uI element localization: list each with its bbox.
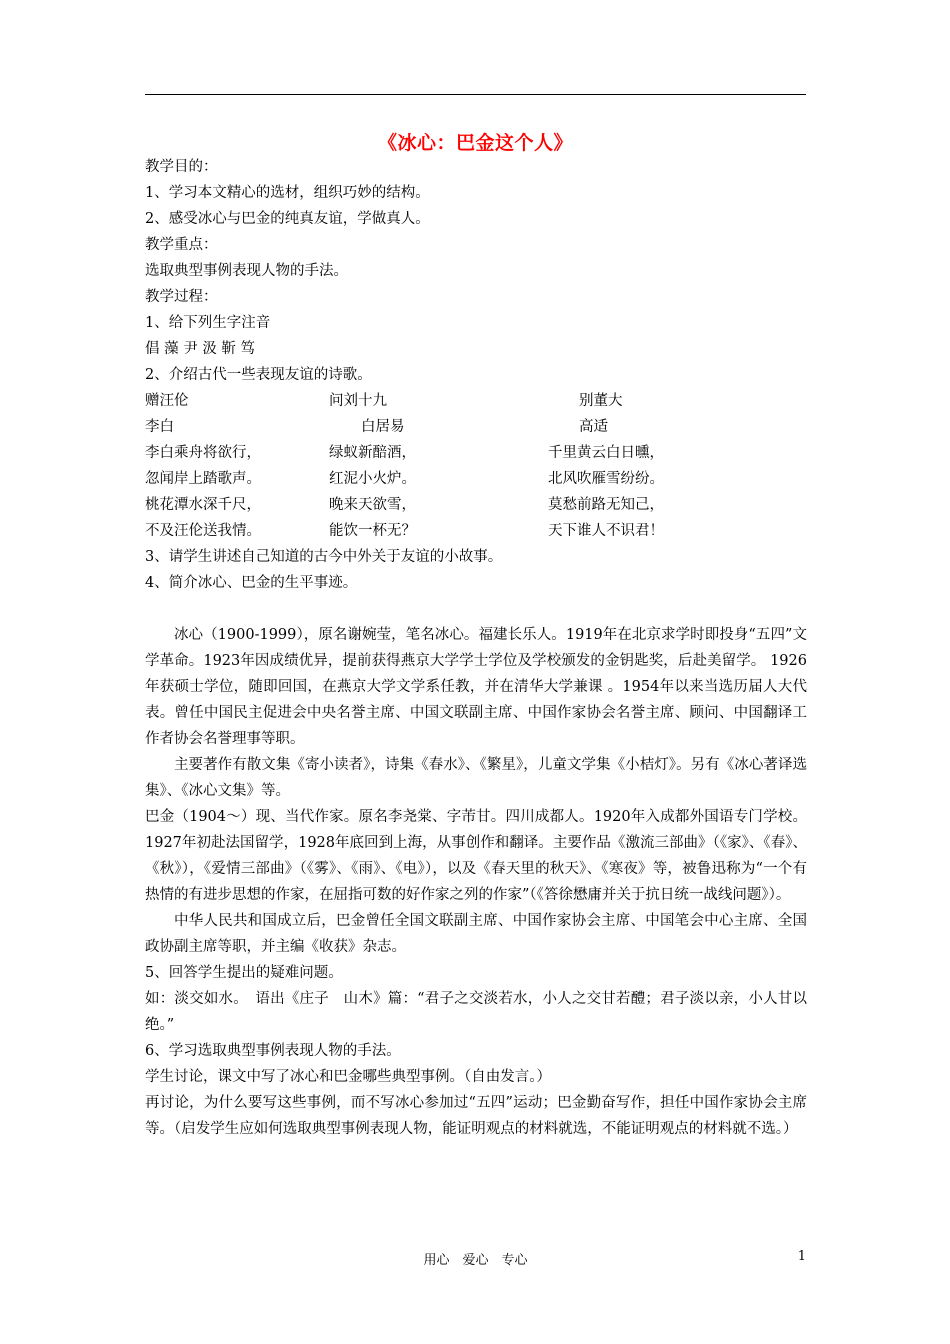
text-line: 2、感受冰心与巴金的纯真友谊，学做真人。 — [145, 211, 430, 227]
poem-row — [145, 518, 807, 544]
bajin-posts-paragraph: 中华人民共和国成立后，巴金曾任全国文联副主席、中国作家协会主席、中国笔会中心主席、全国政协副主席等职，并主编《收获》杂志。 — [145, 913, 807, 955]
text-line: 4、简介冰心、巴金的生平事迹。 — [145, 575, 358, 591]
poem-row — [145, 492, 807, 518]
poem-line: 千里黄云白日曛， — [548, 445, 664, 461]
page-footer — [145, 1249, 806, 1268]
poem-title: 问刘十九 — [329, 393, 387, 409]
poem-author: 李白 — [145, 419, 174, 435]
poem-author: 高适 — [579, 419, 608, 435]
poem-line: 忽闻岸上踏歌声。 — [145, 471, 261, 487]
text-line: 5、回答学生提出的疑难问题。 — [145, 965, 343, 981]
text-line: 6、学习选取典型事例表现人物的手法。 — [145, 1043, 401, 1059]
poem-line: 晚来天欲雪， — [329, 497, 416, 513]
text-paragraph: 再讨论，为什么要写这些事例，而不写冰心参加过“五四”运动；巴金勤奋写作，担任中国作家协会主席等。（启发学生应如何选取典型事例表现人物，能证明观点的材料就选，不能证明观点的材料就不选。） — [145, 1095, 807, 1137]
text-line: 2、介绍古代一些表现友谊的诗歌。 — [145, 367, 372, 383]
document-body — [145, 154, 807, 1142]
section-heading: 教学过程： — [145, 289, 218, 305]
poem-title: 别董大 — [579, 393, 623, 409]
poem-titles — [145, 388, 807, 414]
poem-line: 莫愁前路无知己， — [548, 497, 664, 513]
poem-line: 李白乘舟将欲行， — [145, 445, 261, 461]
page-number: 1 — [797, 1249, 806, 1264]
poem-line: 桃花潭水深千尺， — [145, 497, 261, 513]
bio-bajin-paragraph: 巴金（1904～）现、当代作家。原名李尧棠、字芾甘。四川成都人。1920年入成都外国语专门学校。1927年初赴法国留学，1928年底回到上海，从事创作和翻译。主要作品《激流三部曲》（《家》、《春》、《秋》），《爱情三部曲》（《雾》、《雨》、《电》），以及《春天里的秋天》、《寒夜》等，被鲁迅称为“一个有热情的有进步思想的作家，在屈指可数的好作家之列的作家”（《答徐懋庸并关于抗日统一战线问题》）。 — [145, 809, 807, 903]
text-paragraph: 如：淡交如水。 语出《庄子 山木》篇：“君子之交淡若水，小人之交甘若醴；君子淡以亲，小人甘以绝。” — [145, 991, 807, 1033]
text-line: 3、请学生讲述自己知道的古今中外关于友谊的小故事。 — [145, 549, 503, 565]
poem-author: 白居易 — [361, 419, 405, 435]
characters-line: 倡 藻 尹 汲 靳 笃 — [145, 341, 256, 357]
text-line: 1、学习本文精心的选材，组织巧妙的结构。 — [145, 185, 430, 201]
poem-row — [145, 466, 807, 492]
poem-title: 赠汪伦 — [145, 393, 189, 409]
footer-motto: 用心 爱心 专心 — [423, 1253, 528, 1268]
document-title: 《冰心：巴金这个人》 — [377, 132, 573, 154]
section-heading: 教学重点： — [145, 237, 218, 253]
poem-line: 能饮一杯无？ — [329, 523, 416, 539]
header-rule — [145, 94, 806, 95]
text-line: 学生讨论，课文中写了冰心和巴金哪些典型事例。（自由发言。） — [145, 1069, 551, 1085]
poem-line: 北风吹雁雪纷纷。 — [548, 471, 664, 487]
text-line: 选取典型事例表现人物的手法。 — [145, 263, 348, 279]
poem-line: 天下谁人不识君！ — [548, 523, 664, 539]
poem-line: 不及汪伦送我情。 — [145, 523, 261, 539]
poem-line: 绿蚁新醅酒， — [329, 445, 416, 461]
bingxin-works-paragraph: 主要著作有散文集《寄小读者》，诗集《春水》、《繁星》，儿童文学集《小桔灯》。另有《冰心著译选集》、《冰心文集》等。 — [145, 757, 807, 799]
poem-line: 红泥小火炉。 — [329, 471, 416, 487]
blank-line — [145, 596, 807, 622]
poem-row — [145, 440, 807, 466]
text-line: 1、给下列生字注音 — [145, 315, 271, 331]
section-heading: 教学目的： — [145, 159, 218, 175]
poem-authors — [145, 414, 807, 440]
bio-bingxin-paragraph: 冰心（1900-1999），原名谢婉莹，笔名冰心。福建长乐人。1919年在北京求学时即投身“五四”文学革命。1923年因成绩优异，提前获得燕京大学学士学位及学校颁发的金钥匙奖，后赴美留学。 1926年获硕士学位，随即回国，在燕京大学文学系任教，并在清华大学兼课 。1954年以来当选历届人大代表。曾任中国民主促进会中央名誉主席、中国文联副主席、中国作家协会名誉主席、顾问、中国翻译工作者协会名誉理事等职。 — [145, 627, 807, 747]
